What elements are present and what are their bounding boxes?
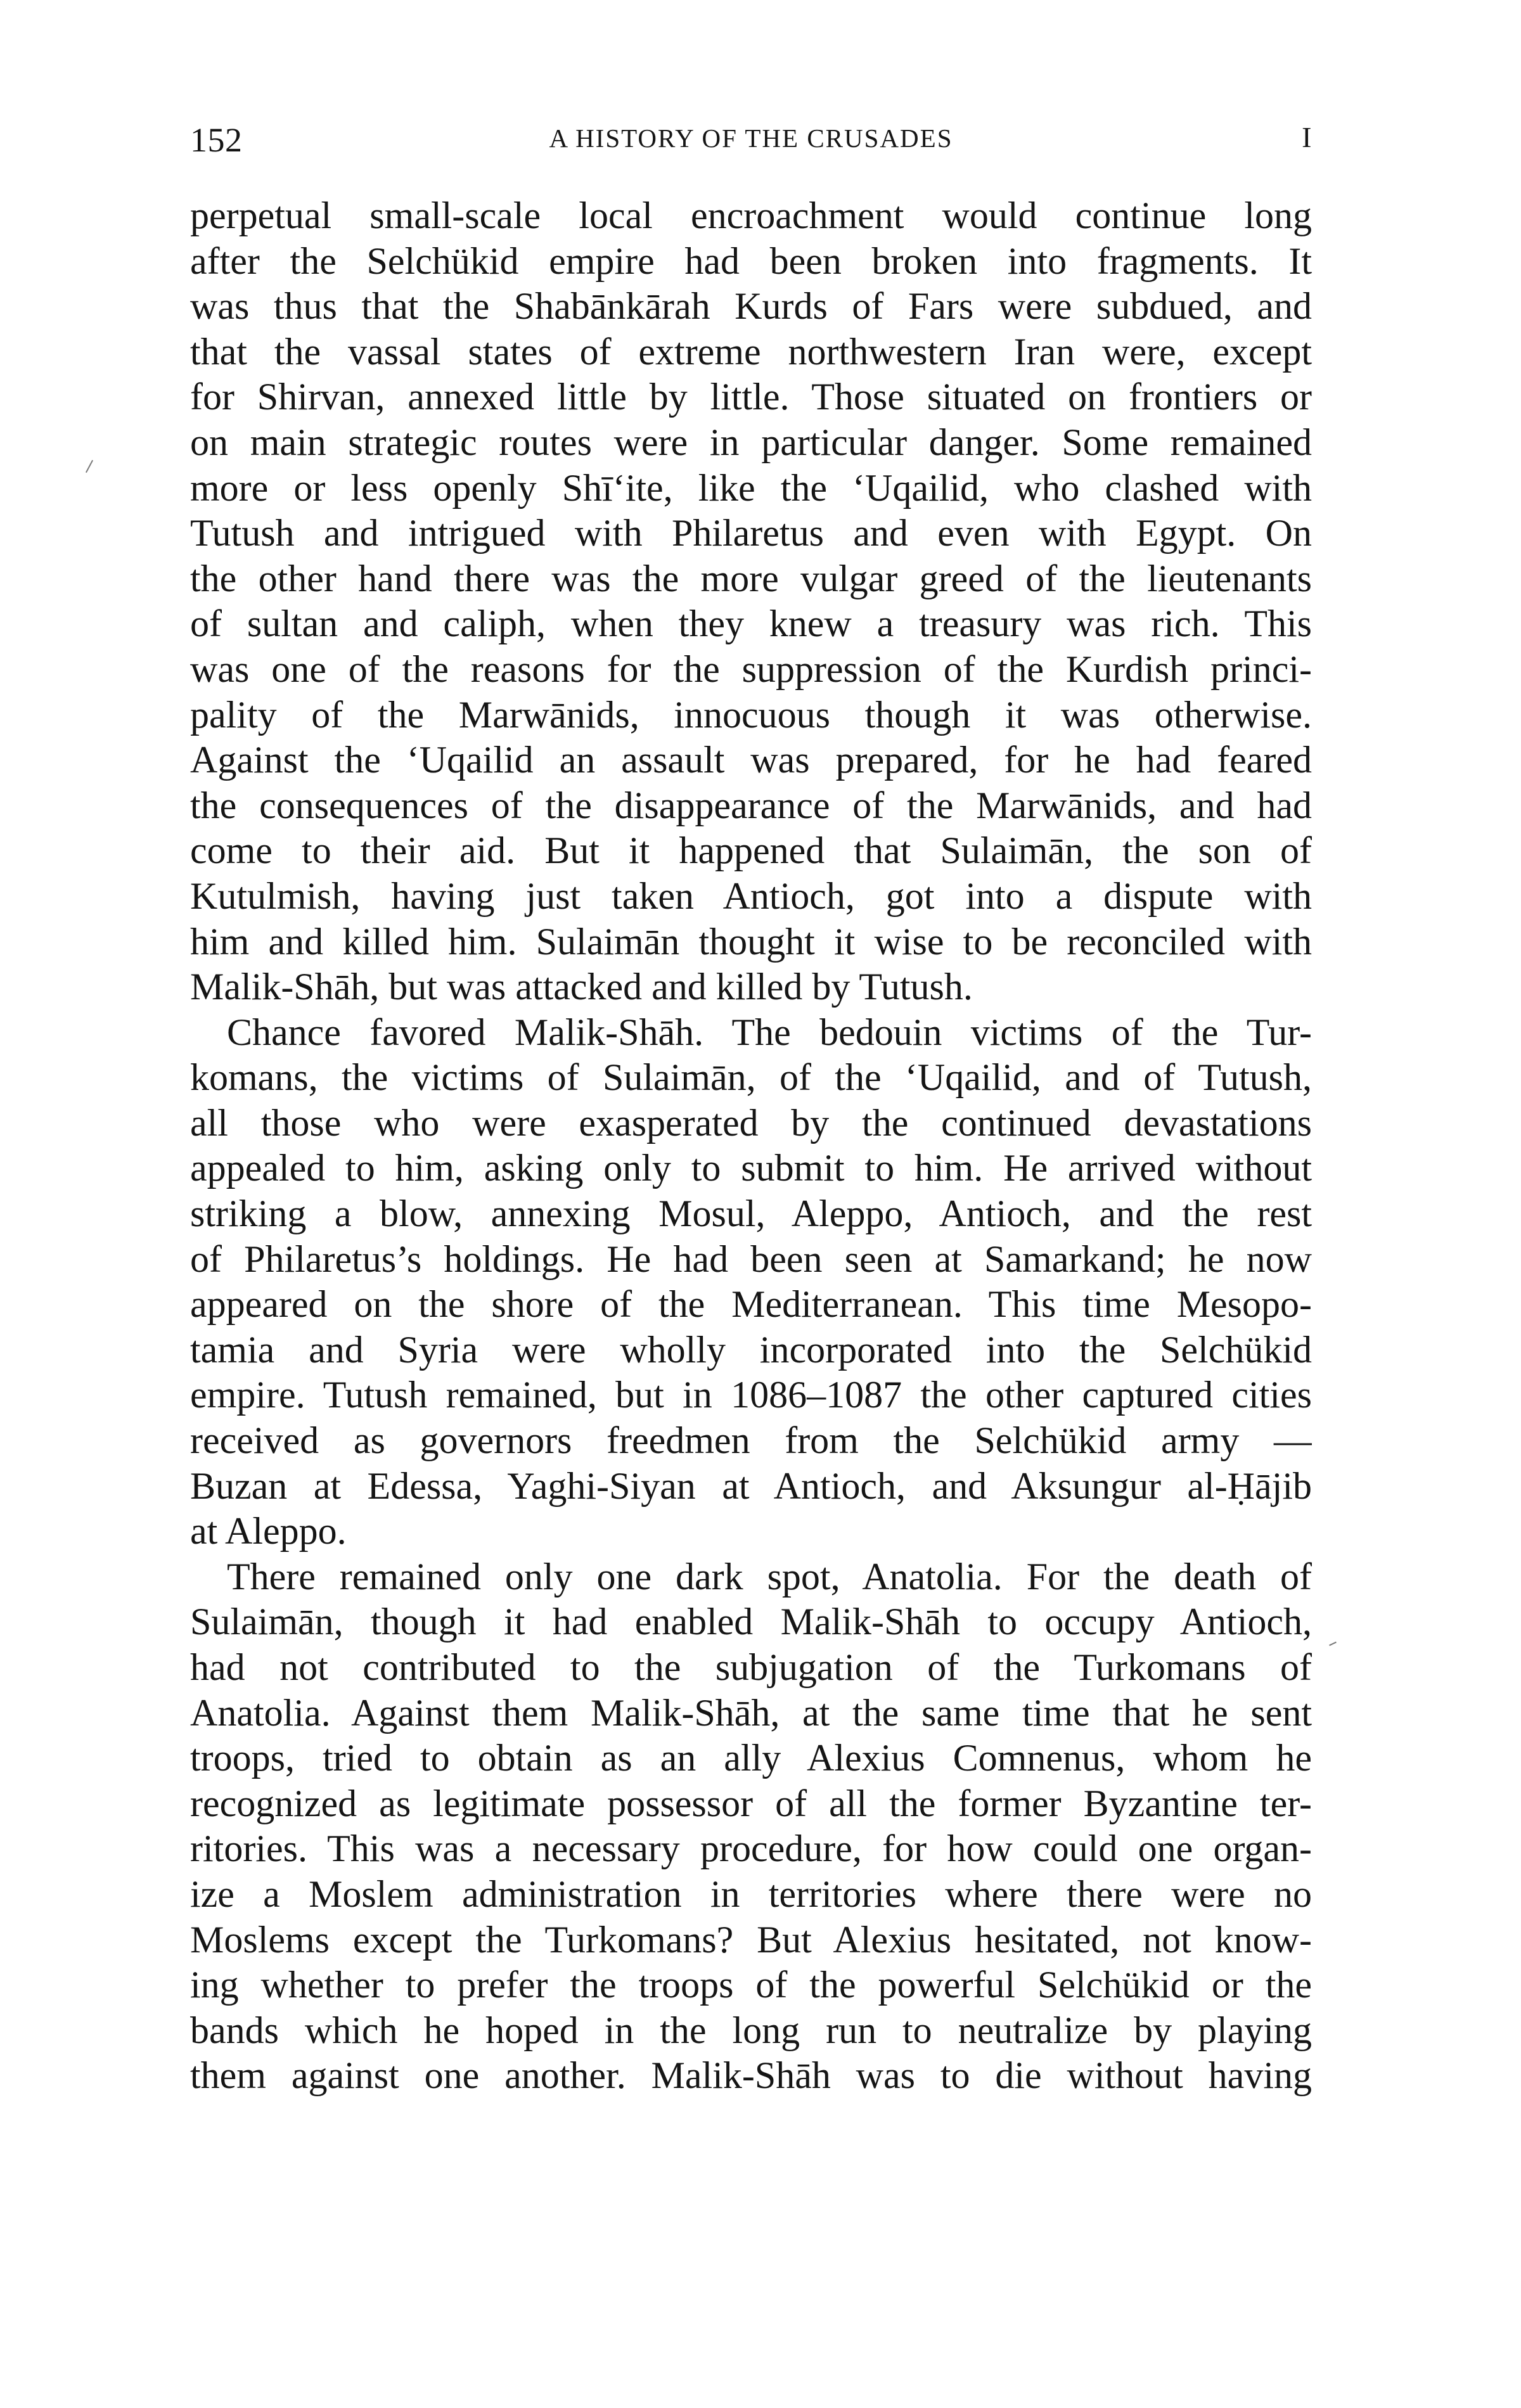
text-line: ize a Moslem administration in territories where there were no — [190, 1873, 1312, 1915]
text-line: for Shirvan, annexed little by little. Those situated on frontiers or — [190, 376, 1312, 418]
text-line: the consequences of the disappearance of the Marwānids, and had — [190, 784, 1312, 826]
text-line: of sultan and caliph, when they knew a treasury was rich. This — [190, 603, 1312, 645]
text-line: him and killed him. Sulaimān thought it wise to be reconciled with — [190, 920, 1312, 963]
text-line: striking a blow, annexing Mosul, Aleppo, Antioch, and the rest — [190, 1193, 1312, 1235]
text-line: ing whether to prefer the troops of the powerful Selchükid or the — [190, 1964, 1312, 2006]
text-line: There remained only one dark spot, Anatolia. For the death of — [227, 1555, 1312, 1598]
text-line: Tutush and intrigued with Philaretus and even with Egypt. On — [190, 512, 1312, 554]
running-header — [190, 120, 1312, 165]
text-line: appealed to him, asking only to submit to him. He arrived without — [190, 1147, 1312, 1189]
text-line: was one of the reasons for the suppression of the Kurdish princi- — [190, 648, 1312, 690]
text-line: Anatolia. Against them Malik-Shāh, at the same time that he sent — [190, 1691, 1312, 1734]
text-line: komans, the victims of Sulaimān, of the ‘Uqailid, and of Tutush, — [190, 1056, 1312, 1099]
text-line: all those who were exasperated by the continued devastations — [190, 1101, 1312, 1144]
text-line: at Aleppo. — [190, 1510, 347, 1553]
text-line: on main strategic routes were in particular danger. Some remained — [190, 421, 1312, 463]
text-line: Malik-Shāh, but was attacked and killed by Tutush. — [190, 966, 973, 1008]
text-line: come to their aid. But it happened that Sulaimān, the son of — [190, 829, 1312, 872]
running-title: A HISTORY OF THE CRUSADES — [549, 124, 953, 153]
text-line: the other hand there was the more vulgar greed of the lieutenants — [190, 557, 1312, 599]
text-line: them against one another. Malik-Shāh was to die without having — [190, 2054, 1312, 2097]
text-line: empire. Tutush remained, but in 1086–1087 the other captured cities — [190, 1374, 1312, 1416]
scan-mark — [1329, 1642, 1337, 1646]
text-line: pality of the Marwānids, innocuous though it was otherwise. — [190, 693, 1312, 736]
text-line: Against the ‘Uqailid an assault was prepared, for he had feared — [190, 739, 1312, 781]
text-line: of Philaretus’s holdings. He had been seen at Samarkand; he now — [190, 1238, 1312, 1280]
text-line: Kutulmish, having just taken Antioch, got into a dispute with — [190, 874, 1312, 917]
text-line: Chance favored Malik-Shāh. The bedouin victims of the Tur- — [227, 1011, 1312, 1053]
text-line: tamia and Syria were wholly incorporated into the Selchükid — [190, 1328, 1312, 1371]
chapter-number: I — [1302, 121, 1312, 153]
text-line: after the Selchükid empire had been broken into fragments. It — [190, 240, 1312, 282]
text-line: Sulaimān, though it had enabled Malik-Shāh to occupy Antioch, — [190, 1601, 1312, 1643]
text-line: appeared on the shore of the Mediterranean. This time Mesopo- — [190, 1283, 1312, 1326]
text-line: troops, tried to obtain as an ally Alexius Comnenus, whom he — [190, 1737, 1312, 1779]
text-line: recognized as legitimate possessor of all the former Byzantine ter- — [190, 1782, 1312, 1824]
text-line: more or less openly Shī‘ite, like the ‘Uqailid, who clashed with — [190, 466, 1312, 509]
body-text — [190, 193, 1312, 2099]
text-line: Moslems except the Turkomans? But Alexius hesitated, not know- — [190, 1918, 1312, 1961]
text-line: ritories. This was a necessary procedure, for how could one organ- — [190, 1828, 1312, 1870]
page-number: 152 — [190, 121, 243, 159]
text-line: Buzan at Edessa, Yaghi-Siyan at Antioch, and Aksungur al-Ḥājib — [190, 1464, 1312, 1507]
text-line: received as governors freedmen from the Selchükid army — — [190, 1419, 1312, 1462]
text-line: had not contributed to the subjugation of the Turkomans of — [190, 1646, 1312, 1688]
text-line: perpetual small-scale local encroachment would continue long — [190, 195, 1312, 236]
text-line: that the vassal states of extreme northwestern Iran were, except — [190, 330, 1312, 373]
scan-mark — [86, 460, 93, 473]
text-line: was thus that the Shabānkārah Kurds of Fars were subdued, and — [190, 285, 1312, 328]
text-line: bands which he hoped in the long run to neutralize by playing — [190, 2009, 1312, 2051]
